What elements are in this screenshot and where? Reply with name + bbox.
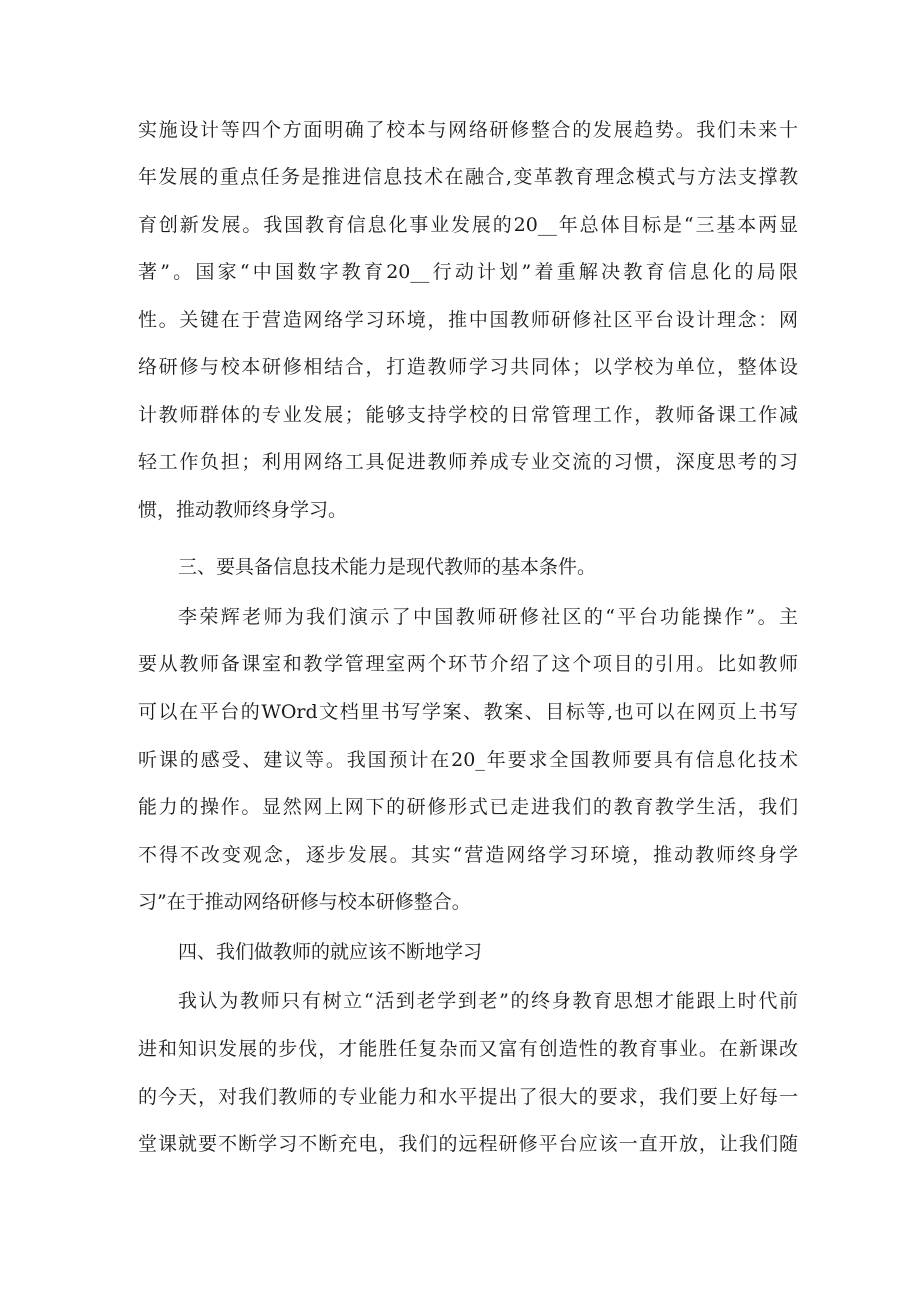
text-line: 要从教师备课室和教学管理室两个环节介绍了这个项目的引用。比如教师 xyxy=(138,653,798,675)
text-line: 著”。国家“中国数字教育20__行动计划”着重解决教育信息化的局限 xyxy=(138,261,798,283)
text-line: 络研修与校本研修相结合，打造教师学习共同体；以学校为单位，整体设 xyxy=(138,356,798,378)
text-line: 惯，推动教师终身学习。 xyxy=(138,499,348,521)
text-line: 进和知识发展的步伐，才能胜任复杂而又富有创造性的教育事业。在新课改 xyxy=(138,1038,798,1060)
text-line: 听课的感受、建议等。我国预计在20_年要求全国教师要具有信息化技术 xyxy=(138,749,798,771)
text-line: 能力的操作。显然网上网下的研修形式已走进我们的教育教学生活，我们 xyxy=(138,796,798,818)
text-line: 习”在于推动网络研修与校本研修整合。 xyxy=(138,891,471,913)
section-heading: 四、我们做教师的就应该不断地学习 xyxy=(178,941,483,963)
text-line: 不得不改变观念，逐步发展。其实“营造网络学习环境，推动教师终身学 xyxy=(138,844,798,866)
text-line: 可以在平台的WOrd文档里书写学案、教案、目标等,也可以在网页上书写 xyxy=(138,701,798,723)
text-line: 李荣辉老师为我们演示了中国教师研修社区的“平台功能操作”。主 xyxy=(178,606,798,628)
text-line: 计教师群体的专业发展；能够支持学校的日常管理工作，教师备课工作减 xyxy=(138,404,798,426)
text-line: 我认为教师只有树立“活到老学到老”的终身教育思想才能跟上时代前 xyxy=(178,990,798,1012)
text-line: 性。关键在于营造网络学习环境，推中国教师研修社区平台设计理念：网 xyxy=(138,309,798,331)
text-line: 的今天，对我们教师的专业能力和水平提出了很大的要求，我们要上好每一 xyxy=(138,1086,798,1108)
section-heading: 三、要具备信息技术能力是现代教师的基本条件。 xyxy=(178,556,597,578)
text-line: 堂课就要不断学习不断充电，我们的远程研修平台应该一直开放，让我们随 xyxy=(138,1133,798,1155)
text-line: 育创新发展。我国教育信息化事业发展的20__年总体目标是“三基本两显 xyxy=(138,214,798,236)
text-line: 实施设计等四个方面明确了校本与网络研修整合的发展趋势。我们未来十 xyxy=(138,119,798,141)
text-line: 轻工作负担；利用网络工具促进教师养成专业交流的习惯，深度思考的习 xyxy=(138,451,798,473)
text-line: 年发展的重点任务是推进信息技术在融合,变革教育理念模式与方法支撑教 xyxy=(138,166,798,188)
